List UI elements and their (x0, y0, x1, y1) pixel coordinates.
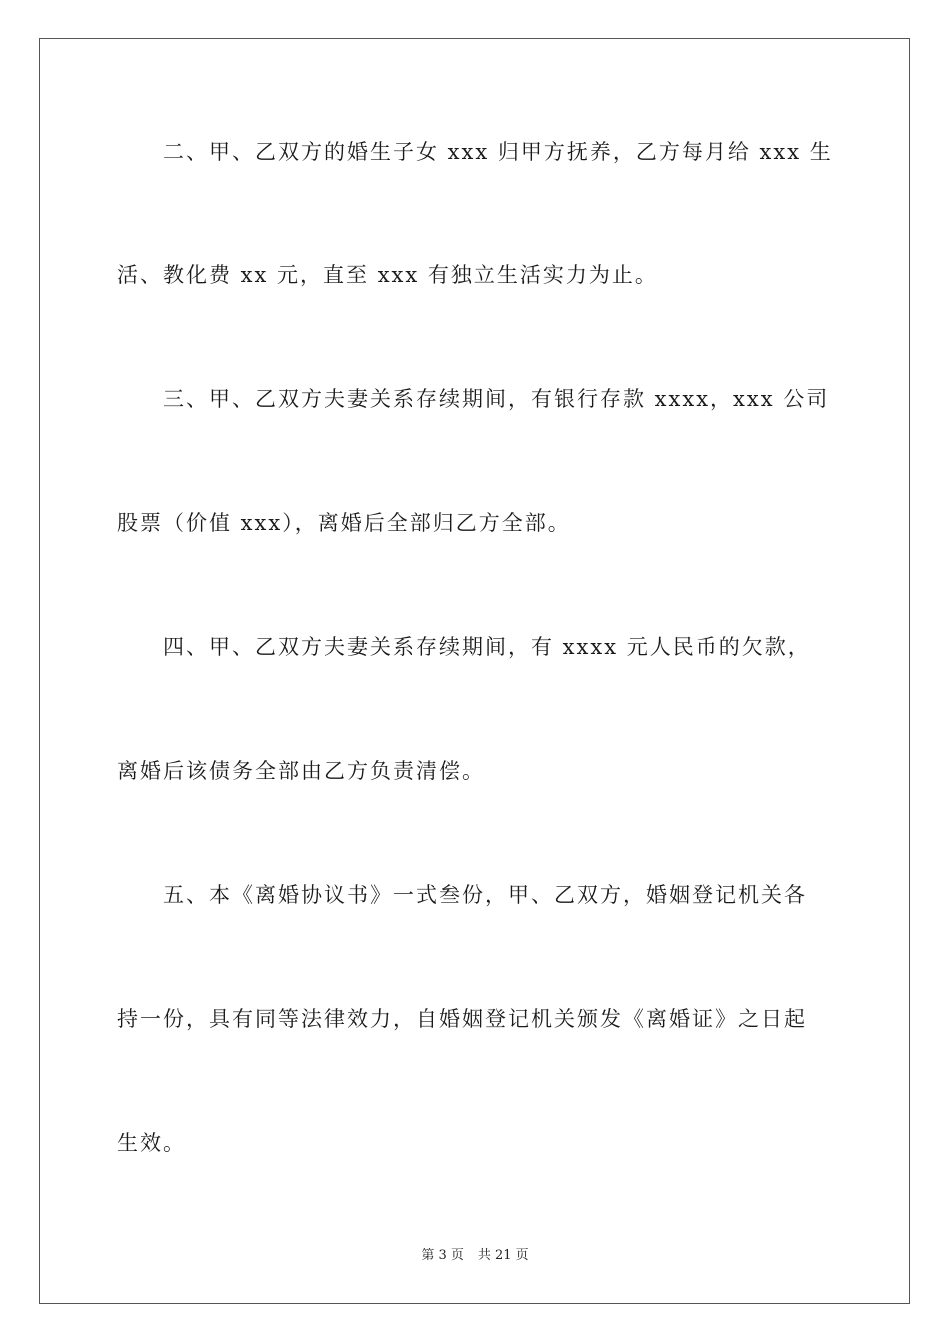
paragraph-line: 五、本《离婚协议书》一式叁份，甲、乙双方，婚姻登记机关各 (163, 883, 807, 907)
paragraph-line: 三、甲、乙双方夫妻关系存续期间，有银行存款 xxxx，xxx 公司 (163, 387, 830, 411)
page-footer (0, 1247, 950, 1265)
paragraph-line: 股票（价值 xxx），离婚后全部归乙方全部。 (117, 511, 571, 535)
page-border (39, 38, 910, 1304)
paragraph-line: 生效。 (117, 1131, 186, 1155)
paragraph-line: 四、甲、乙双方夫妻关系存续期间，有 xxxx 元人民币的欠款， (163, 635, 811, 659)
page-number-current: 第 3 页 (421, 1248, 464, 1263)
page-number-total: 共 21 页 (477, 1248, 529, 1263)
paragraph-line: 离婚后该债务全部由乙方负责清偿。 (117, 759, 485, 783)
paragraph-line: 活、教化费 xx 元，直至 xxx 有独立生活实力为止。 (117, 263, 658, 287)
paragraph-line: 二、甲、乙双方的婚生子女 xxx 归甲方抚养，乙方每月给 xxx 生 (163, 140, 833, 164)
paragraph-line: 持一份，具有同等法律效力，自婚姻登记机关颁发《离婚证》之日起 (117, 1007, 807, 1031)
